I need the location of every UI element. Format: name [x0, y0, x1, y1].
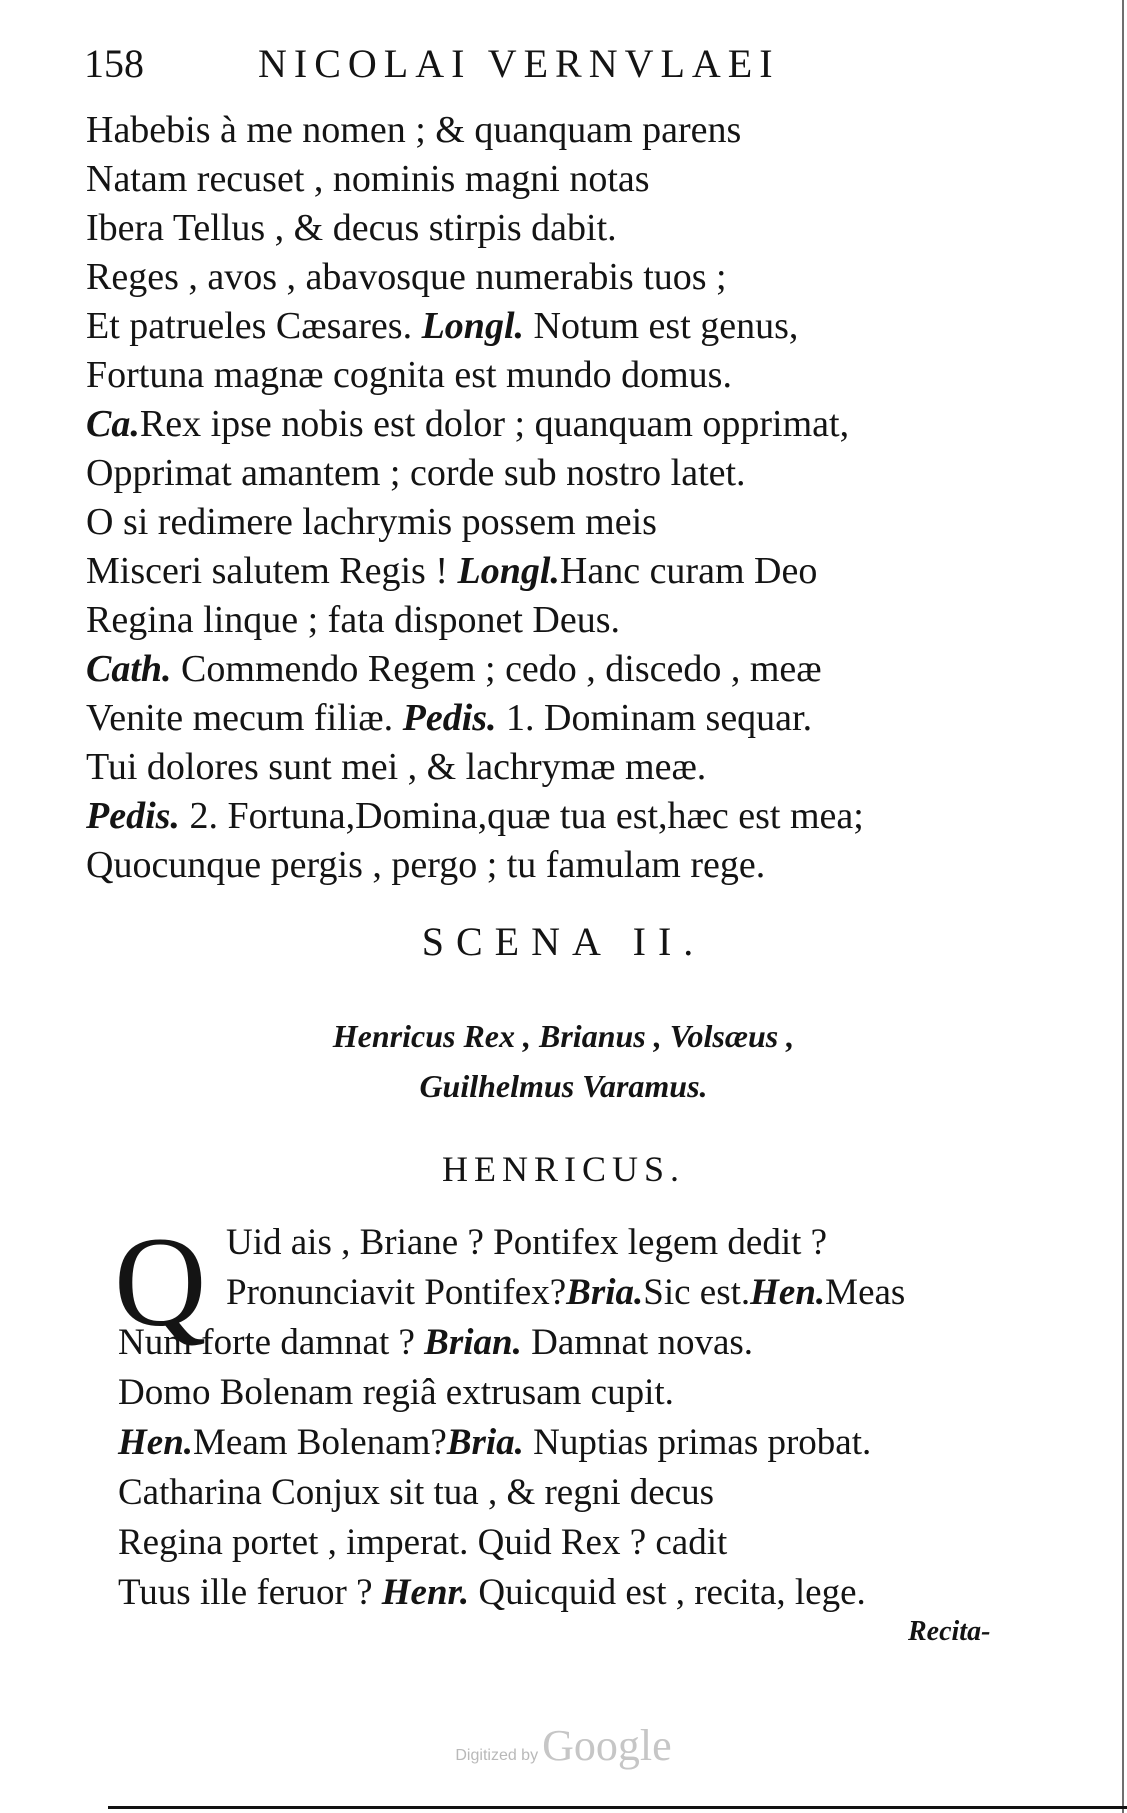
- speech-line: Pronunciavit Pontifex?Bria.Sic est.Hen.Meas: [226, 1272, 906, 1313]
- verse-line: Et patrueles Cæsares. Longl. Notum est genus,: [86, 305, 799, 347]
- speech-line: Catharina Conjux sit tua , & regni decus: [118, 1472, 714, 1513]
- speaker-label: Pedis.: [86, 795, 180, 837]
- speech-line: Regina portet , imperat. Quid Rex ? cadit: [118, 1522, 728, 1563]
- speech-line: Tuus ille feruor ? Henr. Quicquid est , recita, lege.: [118, 1572, 866, 1613]
- google-logo: Google: [542, 1721, 672, 1770]
- speaker-label: Hen.: [750, 1272, 826, 1313]
- digitized-label: Digitized by: [455, 1747, 539, 1764]
- speaker-label: Henr.: [381, 1572, 470, 1613]
- verse-line: O si redimere lachrymis possem meis: [86, 501, 657, 543]
- page-number: 158: [84, 41, 144, 86]
- speaker-label: Longl.: [457, 550, 560, 592]
- speaker-label: Cath.: [86, 648, 172, 690]
- verse-line: Ibera Tellus , & decus stirpis dabit.: [86, 207, 617, 249]
- speech-line: Uid ais , Briane ? Pontifex legem dedit ?: [226, 1222, 828, 1263]
- speaker-label: Ca.: [86, 403, 140, 445]
- speech-block: [118, 1218, 1018, 1618]
- verse-line: Misceri salutem Regis ! Longl.Hanc curam Deo: [86, 550, 818, 592]
- speaker-label: Hen.: [118, 1422, 194, 1463]
- cast-list-line-2: Guilhelmus Varamus.: [419, 1068, 708, 1104]
- verse-line: Reges , avos , abavosque numerabis tuos ;: [86, 256, 727, 298]
- catchword: Recita-: [908, 1616, 991, 1647]
- verse-line: Natam recuset , nominis magni notas: [86, 158, 650, 200]
- verse-line: Tui dolores sunt mei , & lachrymæ meæ.: [86, 746, 707, 788]
- speech-line: Num forte damnat ? Brian. Damnat novas.: [118, 1322, 754, 1363]
- verse-block: [86, 106, 1016, 890]
- scene-title: SCENA II.: [421, 919, 706, 964]
- verse-line: Opprimat amantem ; corde sub nostro latet.: [86, 452, 746, 494]
- cast-list-line-1: Henricus Rex , Brianus , Volsæus ,: [332, 1018, 795, 1054]
- verse-line: Quocunque pergis , pergo ; tu famulam rege.: [86, 844, 766, 886]
- drop-cap: Q: [114, 1211, 207, 1353]
- speech-line: Domo Bolenam regiâ extrusam cupit.: [118, 1372, 674, 1413]
- running-head: NICOLAI VERNVLAEI: [258, 41, 780, 86]
- page-header: [84, 40, 884, 96]
- speaker-label: Bria.: [446, 1422, 524, 1463]
- verse-line: Fortuna magnæ cognita est mundo domus.: [86, 354, 732, 396]
- verse-line: Habebis à me nomen ; & quanquam parens: [86, 109, 742, 151]
- verse-line: Ca.Rex ipse nobis est dolor ; quanquam opprimat,: [86, 403, 850, 445]
- bottom-edge-rule: [108, 1806, 1127, 1809]
- speaker-label: Bria.: [566, 1272, 644, 1313]
- speaker-heading: HENRICUS.: [441, 1149, 686, 1189]
- verse-line: Cath. Commendo Regem ; cedo , discedo , meæ: [86, 648, 822, 690]
- verse-line: Pedis. 2. Fortuna,Domina,quæ tua est,hæc est mea;: [86, 795, 864, 837]
- speaker-label: Pedis.: [402, 697, 497, 739]
- speaker-label: Brian.: [424, 1322, 522, 1363]
- speaker-label: Longl.: [421, 305, 524, 347]
- speech-line: Hen.Meam Bolenam?Bria. Nuptias primas probat.: [118, 1422, 872, 1463]
- verse-line: Regina linque ; fata disponet Deus.: [86, 599, 620, 641]
- digitized-watermark: [0, 1720, 1127, 1771]
- page-edge-rule: [1122, 0, 1124, 1813]
- verse-line: Venite mecum filiæ. Pedis. 1. Dominam sequar.: [86, 697, 813, 739]
